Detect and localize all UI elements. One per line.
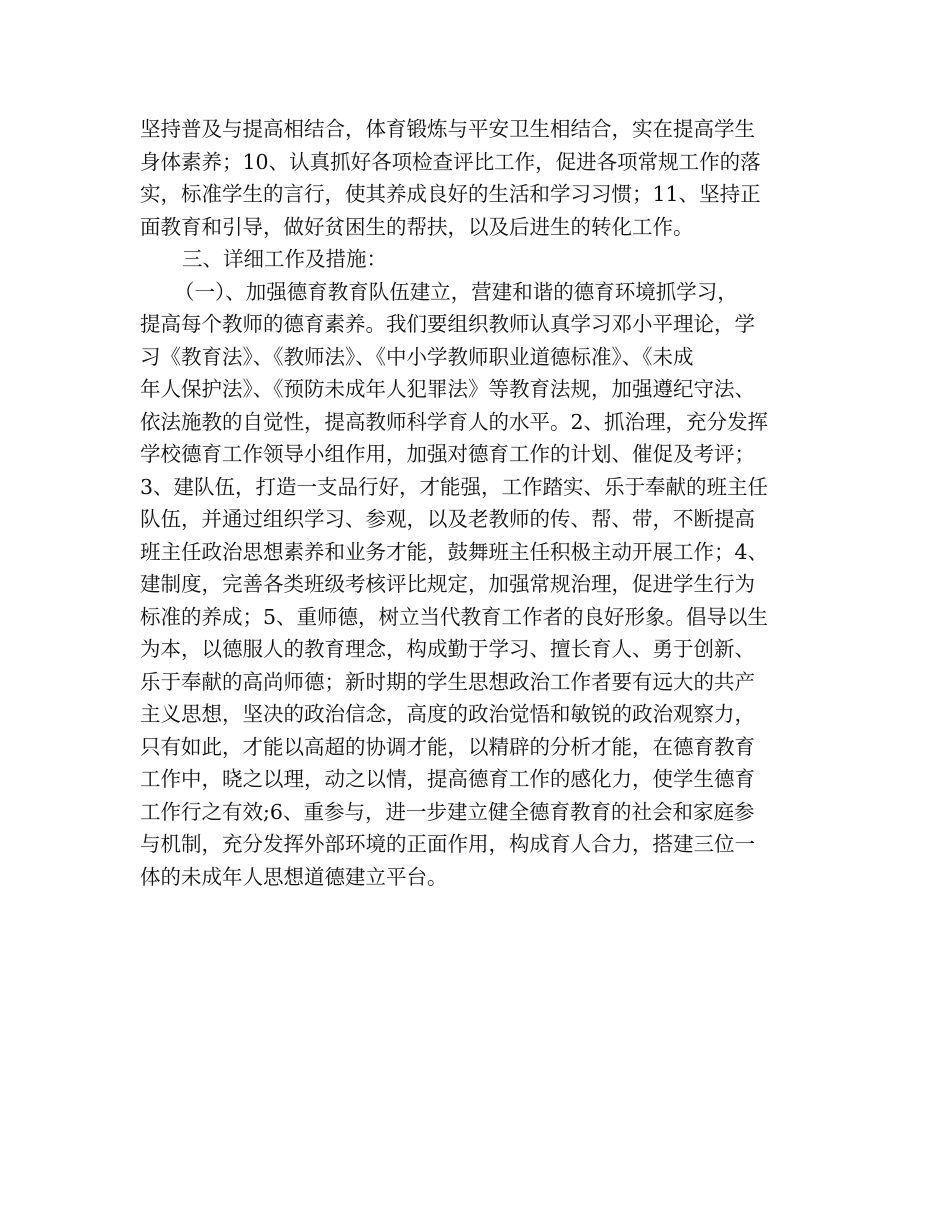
- text-line: 身体素养；10、认真抓好各项检查评比工作，促进各项常规工作的落: [140, 149, 761, 174]
- text-line: 提高每个教师的德育素养。我们要组织教师认真学习邓小平理论，学: [140, 312, 755, 336]
- text-line: 坚持普及与提高相结合，体育锻炼与平安卫生相结合，实在提高学生: [140, 117, 755, 141]
- text-line: 乐于奉献的高尚师德；新时期的学生思想政治工作者要有远大的共产: [140, 669, 755, 694]
- body-text: [140, 113, 840, 893]
- text-line: 标准的养成；5、重师德，树立当代教育工作者的良好形象。倡导以生: [140, 604, 769, 629]
- text-line: 建制度，完善各类班级考核评比规定，加强常规治理，促进学生行为: [140, 572, 755, 596]
- text-line: 年人保护法》、《预防未成年人犯罪法》等教育法规，加强遵纪守法、: [140, 377, 755, 401]
- text-line: 面教育和引导，做好贫困生的帮扶，以及后进生的转化工作。: [140, 214, 694, 239]
- text-line: 为本，以德服人的教育理念，构成勤于学习、擅长育人、勇于创新、: [140, 637, 755, 661]
- text-line: 队伍，并通过组织学习、参观，以及老教师的传、帮、带，不断提高: [140, 507, 755, 531]
- text-line: 只有如此，才能以高超的协调才能，以精辟的分析才能，在德育教育: [140, 734, 755, 759]
- subsection-heading: （一）、加强德育教育队伍建立，营建和谐的德育环境抓学习，: [174, 279, 738, 304]
- text-line: 实，标准学生的言行，使其养成良好的生活和学习习惯；11、坚持正: [140, 182, 761, 206]
- text-line: 3、建队伍，打造一支品行好，才能强，工作踏实、乐于奉献的班主任: [140, 474, 769, 499]
- section-heading: 三、详细工作及措施：: [182, 247, 387, 271]
- text-line: 体的未成年人思想道德建立平台。: [140, 864, 448, 889]
- text-line: 班主任政治思想素养和业务才能，鼓舞班主任积极主动开展工作；4、: [140, 539, 769, 564]
- text-line: 与机制，充分发挥外部环境的正面作用，构成育人合力，搭建三位一: [140, 832, 755, 856]
- text-line: 工作行之有效;6、重参与，进一步建立健全德育教育的社会和家庭参: [140, 799, 755, 824]
- text-line: 习《教育法》、《教师法》、《中小学教师职业道德标准》、《未成: [140, 344, 694, 369]
- text-line: 工作中，晓之以理，动之以情，提高德育工作的感化力，使学生德育: [140, 767, 755, 791]
- text-line: 主义思想，坚决的政治信念，高度的政治觉悟和敏锐的政治观察力，: [140, 702, 755, 726]
- text-line: 依法施教的自觉性，提高教师科学育人的水平。2、抓治理，充分发挥: [140, 409, 769, 434]
- text-line: 学校德育工作领导小组作用，加强对德育工作的计划、催促及考评；: [140, 442, 755, 466]
